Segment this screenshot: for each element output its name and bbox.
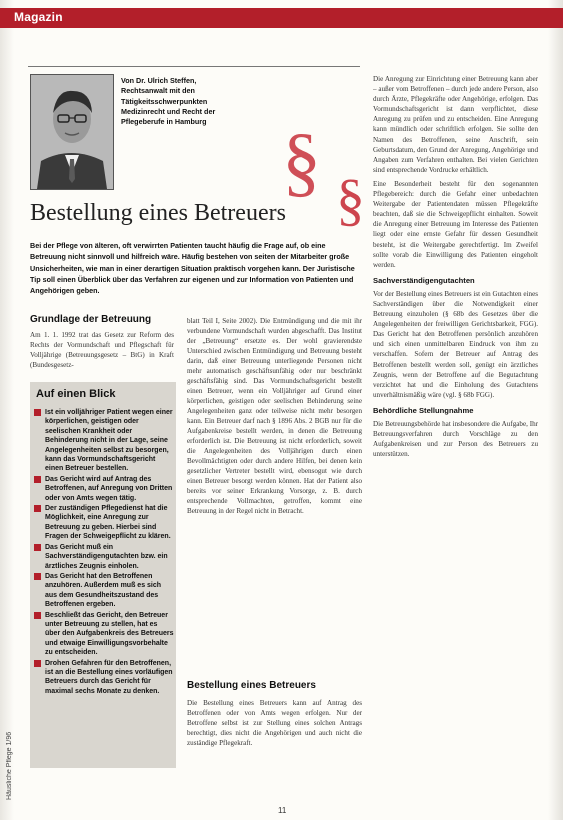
- square-bullet-icon: [34, 409, 41, 416]
- right-column-paragraph: Die Betreuungsbehörde hat insbesondere die Aufgabe, Ihr Betreuungsverfahren durch Vorschläge zu den Aufgabenkreisen und zur Person des Betreuers zu unterstützen.: [373, 420, 538, 459]
- list-item-text: Das Gericht hat den Betroffenen anzuhören. Außerdem muß es sich aus dem Gesundheitszustand des Betroffenen ergeben.: [45, 572, 162, 609]
- section-body-bestellung: Die Bestellung eines Betreuers kann auf Antrag des Betroffenen oder von Amts wegen erfolgen. Nur der Betroffene selbst ist zur Stellung eines solchen Antrags berechtigt, dies nicht die Angehörigen und auch nicht die zuständige Pflegekraft.: [187, 699, 362, 747]
- list-item-text: Der zuständigen Pflegedienst hat die Möglichkeit, eine Anregung zur Betreuung zu geben. Hierbei sind Fragen der Schweigepflicht zu klären.: [45, 505, 171, 541]
- list-item: [34, 475, 174, 503]
- list-item-text: Das Gericht wird auf Antrag des Betroffenen, auf Anregung von Dritten oder von Amts wegen tätig.: [45, 475, 173, 502]
- section-heading-bestellung: Bestellung eines Betreuers: [187, 680, 316, 691]
- author-line: Pflegeberufe in Hamburg: [121, 117, 207, 127]
- author-line: Medizinrecht und Recht der: [121, 106, 216, 116]
- author-line: Tätigkeitsschwerpunkten: [121, 96, 208, 106]
- summary-box-title: Auf einen Blick: [36, 388, 116, 400]
- list-item: [34, 504, 174, 542]
- square-bullet-icon: [34, 612, 41, 619]
- square-bullet-icon: [34, 573, 41, 580]
- portrait-illustration: [31, 75, 113, 189]
- paragraph-symbol-decoration: [282, 130, 374, 234]
- list-item: [34, 408, 174, 474]
- side-credit: Häusliche Pflege 1/96: [6, 731, 13, 800]
- square-bullet-icon: [34, 505, 41, 512]
- right-column-text: [373, 74, 538, 774]
- square-bullet-icon: [34, 476, 41, 483]
- list-item-text: Drohen Gefahren für den Betroffenen, ist an die Bestellung eines vorläufigen Betreuers durch das Gericht für maximal sechs Monate zu denken.: [45, 659, 173, 695]
- list-item: [34, 611, 174, 658]
- paragraph-symbol-small: §: [336, 167, 365, 232]
- right-column-paragraph: Die Anregung zur Einrichtung einer Betreuung kann aber – außer vom Betroffenen – durch jede andere Person, also durch Ärzte, Pflegekräfte oder Angehörige, erfolgen. Das Vormundschaftsgericht ist dann verpflichtet, diese Anregung zu prüfen und zu entscheiden. Eine Anregung kann mündlich oder schriftlich erfolgen. Sie sollte den Namen des Betroffenen, seine Anschrift, sein Geburtsdatum, den Grund der Anregung, Angehörige und Angaben zum Verfahren enthalten. Bei vielen Gerichten sind entsprechende Vordrucke erhältlich.: [373, 75, 538, 174]
- author-line: Rechtsanwalt mit den: [121, 86, 195, 96]
- list-item-text: Beschließt das Gericht, den Betreuer unter Betreuung zu stellen, hat es über den Aufgabenkreis des Betreuers und etwaige Einwilligungsvorbehalte zu entscheiden.: [45, 611, 174, 657]
- list-item: [34, 659, 174, 697]
- article-lead: Bei der Pflege von älteren, oft verwirrten Patienten taucht häufig die Frage auf, ob eine Betreuung nicht sinnvoll und hilfreich wäre. Häufig bestehen von seiten der Mitarbeiter große Unsicherheiten, wie man in einer derartigen Situation praktisch vorgehen kann. Der Juristische Tip soll einen Überblick über das Verfahren zur eigenen und zur Information von Patienten und Angehörigen geben.: [30, 241, 355, 296]
- right-column-paragraph: Vor der Bestellung eines Betreuers ist ein Gutachten eines Sachverständigen über die Notwendigkeit einer Betreuung einzuholen (§ 68b des Gesetzes über die Angelegenheiten der freiwilligen Gerichtsbarkeit, FGG). Das Gericht hat den Betroffenen persönlich anzuhören und sich einen unmittelbaren Eindruck von ihm zu verschaffen. Sofern der Betreuer auf Antrag des Betroffenen bestellt werden soll, genügt ein ärztliches Zeugnis, wenn der Betroffene auf die Begutachtung verzichtet hat und die Einholung des Gutachtens unverhältnismäßig wäre (vgl. § 68b FGG).: [373, 289, 538, 399]
- section-heading-grundlage: Grundlage der Betreuung: [30, 314, 152, 325]
- list-item: [34, 572, 174, 610]
- summary-list: [34, 408, 174, 697]
- middle-column-text: blatt Teil I, Seite 2002). Die Entmündigung und die mit ihr verbundene Vormundschaft wurden abgeschafft. Das Institut der „Betreuung“ ersetzte es. Der wohl gravierendste Unterschied zwischen Entmündigung und Betreuung besteht darin, daß einer Betreuung unterliegende Personen nicht mehr automatisch geschäftsunfähig oder nur beschränkt geschäftsfähig sind. Das Vormundschaftsgericht bestellt einen Betreuer, wenn ein Volljähriger auf Grund einer körperlichen, geistigen oder seelischen Behinderung seine Angelegenheiten ganz oder teilweise nicht mehr besorgen kann. Ein Betreuer darf nach § 1896 Abs. 2 BGB nur für die Aufgabenkreise bestellt werden, in denen die Betreuung erforderlich ist. Die Betreuung ist nicht erforderlich, soweit die Angelegenheiten des Volljährigen durch einen Bevollmächtigten oder durch andere Hilfen, bei denen kein gesetzlicher Vertreter bestellt wird, ebensogut wie durch einen Betreuer besorgt werden können. Hat der Patient also bereits vor seiner Erkrankung Vorsorge, z. B. durch entsprechende Vollmachten, getroffen, kommt eine Betreuung in der Regel nicht in Betracht.: [187, 317, 362, 515]
- square-bullet-icon: [34, 544, 41, 551]
- section-body-grundlage: Am 1. 1. 1992 trat das Gesetz zur Reform des Rechts der Vormundschaft und Pflegschaft für Volljährige (Betreuungsgesetz – BtG) in Kraft (Bundesgesetz-: [30, 331, 174, 369]
- page-number: 11: [278, 806, 287, 815]
- top-rule: [28, 66, 360, 67]
- list-item-text: Das Gericht muß ein Sachverständigengutachten bzw. ein ärztliches Zeugnis einholen.: [45, 543, 168, 570]
- list-item-text: Ist ein volljähriger Patient wegen einer körperlichen, geistigen oder seelischen Krankheit oder Behinderung nicht in der Lage, seine Angelegenheiten selbst zu besorgen, kann das Vormundschaftsgericht einen Betreuer bestellen.: [45, 409, 173, 473]
- author-line: Von Dr. Ulrich Steffen,: [121, 76, 197, 85]
- square-bullet-icon: [34, 660, 41, 667]
- list-item: [34, 543, 174, 571]
- right-column-paragraph: Eine Besonderheit besteht für den sogenannten Pflegebereich: durch die Gefahr einer unbedachten Weitergabe der Patientendaten müssen Pflegekräfte beachten, daß sie die Schweigepflicht einhalten. Soweit die Anregung einer Betreuung im Interesse des Patienten liegt oder eine ernste Gefahr für dessen Gesundheit besteht, ist die Weitergabe gerechtfertigt. Im Zweifel sollte vorab die Einwilligung des Patienten eingeholt werden.: [373, 179, 538, 269]
- paragraph-symbol-large: §: [282, 130, 321, 204]
- section-header-bar: [0, 8, 563, 28]
- author-byline: [121, 76, 241, 127]
- author-photo: [30, 74, 114, 190]
- article-title: Bestellung eines Betreuers: [30, 200, 286, 226]
- right-column-heading: Behördliche Stellungnahme: [373, 405, 474, 415]
- section-label: Magazin: [14, 10, 63, 24]
- right-column-heading: Sachverständigengutachten: [373, 275, 475, 285]
